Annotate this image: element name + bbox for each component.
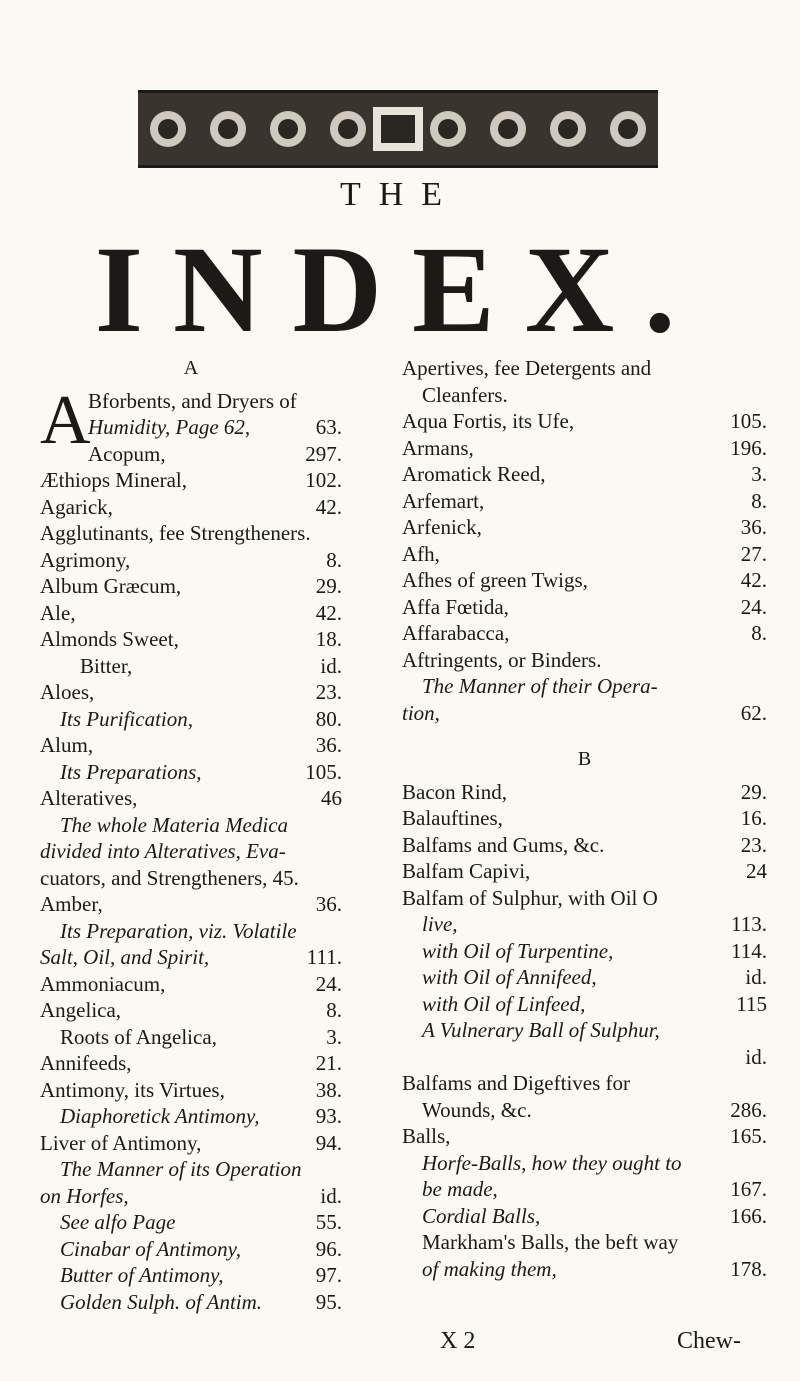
entry-text: Its Preparation, viz. Volatile xyxy=(60,918,297,943)
index-entry xyxy=(402,355,767,382)
entry-page-number: 196. xyxy=(730,435,767,460)
entry-page-number: 18. xyxy=(315,627,342,651)
entry-text: Butter of Antimony, xyxy=(60,1263,224,1287)
index-entry xyxy=(402,1150,767,1177)
entry-page-number: id. xyxy=(745,1044,767,1069)
index-entry xyxy=(40,759,342,786)
entry-page-number: 94. xyxy=(315,1130,342,1155)
entry-text: Angelica, xyxy=(40,998,122,1022)
entry-text: The whole Materia Medica xyxy=(60,812,289,837)
entry-page-number: 23. xyxy=(315,680,342,704)
entry-text: Æthiops Mineral, xyxy=(40,468,187,492)
entry-text: Amber, xyxy=(40,892,103,916)
index-entry xyxy=(402,991,767,1018)
entry-page-number: 38. xyxy=(315,1077,342,1102)
entry-page-number: 105. xyxy=(730,409,767,433)
index-entry xyxy=(40,600,342,627)
headpiece-ornament xyxy=(138,90,658,168)
left-entry-list xyxy=(40,381,342,1316)
entry-page-number: 8. xyxy=(751,621,767,645)
index-entry xyxy=(40,1236,342,1263)
entry-page-number xyxy=(761,355,767,382)
index-entry xyxy=(402,673,767,700)
entry-page-number: 114. xyxy=(731,938,767,963)
entry-page-number: 297. xyxy=(305,441,342,466)
right-entry-list-b xyxy=(402,779,767,1283)
entry-text: Wounds, &c. xyxy=(422,1097,532,1122)
entry-page-number xyxy=(336,838,342,865)
entry-page-number: 97. xyxy=(315,1263,342,1287)
index-entry xyxy=(40,865,342,892)
index-entry xyxy=(40,1024,342,1051)
index-entry xyxy=(40,679,342,706)
index-entry xyxy=(40,1183,342,1210)
index-entry xyxy=(402,964,767,991)
entry-text: Annifeeds, xyxy=(40,1051,132,1075)
index-entry xyxy=(402,514,767,541)
index-entry xyxy=(402,832,767,859)
index-entry xyxy=(402,1256,767,1283)
entry-page-number: 42. xyxy=(315,600,342,625)
entry-page-number: 8. xyxy=(326,998,342,1022)
entry-page-number xyxy=(336,812,342,839)
index-entry xyxy=(40,918,342,945)
entry-text: Aftringents, or Binders. xyxy=(402,647,602,672)
entry-page-number: 36. xyxy=(315,733,342,757)
index-entry xyxy=(40,732,342,759)
entry-text: with Oil of Linfeed, xyxy=(422,991,586,1016)
index-entry xyxy=(40,1289,342,1316)
entry-page-number: 23. xyxy=(740,832,767,857)
entry-text: Affa Fœtida, xyxy=(402,594,509,619)
index-entry xyxy=(402,805,767,832)
entry-text: Diaphoretick Antimony, xyxy=(60,1104,260,1128)
index-entry xyxy=(402,435,767,462)
entry-text: with Oil of Turpentine, xyxy=(422,938,614,963)
entry-text: Arfenick, xyxy=(402,515,482,539)
entry-text: Cinabar of Antimony, xyxy=(60,1236,242,1261)
entry-page-number: 8. xyxy=(751,488,767,513)
index-entry xyxy=(40,547,342,574)
entry-page-number xyxy=(761,1070,767,1097)
entry-page-number: 113. xyxy=(731,912,767,936)
entry-text: Liver of Antimony, xyxy=(40,1130,202,1155)
entry-page-number: 80. xyxy=(315,706,342,731)
entry-text: Armans, xyxy=(402,435,474,460)
entry-page-number: 29. xyxy=(740,779,767,804)
left-column xyxy=(40,355,342,1315)
index-entry xyxy=(40,520,342,547)
index-entry xyxy=(40,1103,342,1130)
entry-text: The Manner of its Operation xyxy=(60,1157,302,1181)
entry-text: Aqua Fortis, its Ufe, xyxy=(402,409,575,433)
entry-page-number: 8. xyxy=(326,547,342,572)
index-entry xyxy=(402,461,767,488)
entry-page-number xyxy=(336,388,342,415)
index-entry xyxy=(402,885,767,912)
entry-text: Bforbents, and Dryers of xyxy=(88,388,297,413)
entry-page-number: 29. xyxy=(315,574,342,598)
index-entry xyxy=(40,1262,342,1289)
index-entry xyxy=(40,1050,342,1077)
entry-text: Almonds Sweet, xyxy=(40,627,179,651)
index-entry xyxy=(402,1070,767,1097)
index-entry xyxy=(40,1130,342,1157)
index-entry xyxy=(40,838,342,865)
index-entry xyxy=(402,858,767,885)
entry-page-number: 16. xyxy=(740,806,767,830)
index-entry xyxy=(402,408,767,435)
index-entry xyxy=(40,467,342,494)
entry-page-number xyxy=(761,1229,767,1256)
entry-text: Balauftines, xyxy=(402,806,503,830)
entry-page-number: 93. xyxy=(315,1104,342,1128)
entry-page-number: id. xyxy=(745,965,767,989)
entry-text: Afhes of green Twigs, xyxy=(402,568,588,592)
entry-text: Afh, xyxy=(402,541,440,566)
entry-page-number: 3. xyxy=(326,1024,342,1049)
index-entry xyxy=(40,626,342,653)
entry-text: Roots of Angelica, xyxy=(60,1024,217,1049)
entry-page-number: 115 xyxy=(736,991,767,1016)
entry-text: Balfams and Digeftives for xyxy=(402,1071,631,1095)
right-entry-list xyxy=(402,355,767,726)
index-entry xyxy=(402,567,767,594)
entry-page-number: 286. xyxy=(730,1097,767,1122)
entry-page-number: 36. xyxy=(740,515,767,539)
entry-text: Balfam Capivi, xyxy=(402,859,531,883)
entry-page-number xyxy=(761,647,767,674)
index-entry xyxy=(402,938,767,965)
entry-text: Alum, xyxy=(40,733,94,757)
entry-text: Cleanfers. xyxy=(422,382,508,407)
entry-text: Balfam of Sulphur, with Oil O xyxy=(402,885,658,910)
entry-text: Aloes, xyxy=(40,680,95,704)
index-entry xyxy=(40,944,342,971)
index-entry xyxy=(402,911,767,938)
entry-page-number xyxy=(336,520,342,547)
entry-page-number xyxy=(761,1017,767,1044)
index-entry xyxy=(40,573,342,600)
header-index: INDEX. xyxy=(94,221,706,358)
index-entry xyxy=(402,779,767,806)
entry-text: Agrimony, xyxy=(40,547,131,572)
entry-page-number xyxy=(761,382,767,409)
index-entry xyxy=(402,382,767,409)
index-entry xyxy=(40,494,342,521)
right-column xyxy=(402,355,767,1282)
entry-text: Affarabacca, xyxy=(402,621,510,645)
index-entry xyxy=(40,785,342,812)
entry-page-number: 36. xyxy=(315,892,342,916)
entry-page-number xyxy=(336,918,342,945)
entry-page-number: 46 xyxy=(321,786,342,810)
entry-page-number xyxy=(336,1156,342,1183)
entry-text: Album Græcum, xyxy=(40,574,182,598)
ornament-pattern-icon xyxy=(138,93,658,165)
entry-text: Cordial Balls, xyxy=(422,1203,541,1228)
index-entry xyxy=(402,1123,767,1150)
entry-page-number: id. xyxy=(320,1183,342,1208)
entry-page-number: 21. xyxy=(315,1051,342,1075)
entry-page-number: id. xyxy=(320,653,342,678)
section-heading-b: B xyxy=(577,748,592,770)
entry-text: cuators, and Strengtheners, 45. xyxy=(40,865,299,890)
entry-page-number xyxy=(761,885,767,912)
entry-text: Ale, xyxy=(40,600,76,625)
index-entry xyxy=(40,997,342,1024)
index-entry xyxy=(402,488,767,515)
entry-page-number: 166. xyxy=(730,1203,767,1228)
index-entry xyxy=(40,891,342,918)
index-entry xyxy=(402,1044,767,1071)
index-entry xyxy=(402,1229,767,1256)
index-entry xyxy=(402,594,767,621)
entry-text: Golden Sulph. of Antim. xyxy=(60,1289,263,1314)
entry-text: of making them, xyxy=(422,1256,557,1281)
index-entry xyxy=(40,812,342,839)
entry-page-number: 165. xyxy=(730,1124,767,1148)
entry-page-number: 42. xyxy=(740,568,767,592)
index-entry xyxy=(402,1097,767,1124)
entry-text: be made, xyxy=(422,1177,498,1201)
entry-text: Aromatick Reed, xyxy=(402,462,546,486)
index-entry xyxy=(402,1017,767,1044)
entry-page-number: 24. xyxy=(315,971,342,996)
entry-page-number: 24 xyxy=(746,859,767,883)
entry-text: with Oil of Annifeed, xyxy=(422,965,597,989)
index-entry xyxy=(402,647,767,674)
entry-page-number xyxy=(761,673,767,700)
entry-text: Humidity, Page 62, xyxy=(88,415,251,439)
entry-page-number: 111. xyxy=(306,945,342,969)
entry-page-number xyxy=(761,1150,767,1177)
entry-text: on Horfes, xyxy=(40,1183,129,1208)
drop-cap-a: A xyxy=(40,381,91,459)
catchword: Chew- xyxy=(677,1328,741,1354)
entry-page-number: 105. xyxy=(305,759,342,784)
entry-text: A Vulnerary Ball of Sulphur, xyxy=(422,1018,660,1042)
entry-text: Ammoniacum, xyxy=(40,971,166,996)
entry-page-number: 95. xyxy=(315,1289,342,1314)
entry-text: Balfams and Gums, &c. xyxy=(402,832,605,857)
index-entry xyxy=(40,653,342,680)
section-heading-a: A xyxy=(183,357,199,379)
entry-page-number xyxy=(336,865,342,892)
entry-page-number: 167. xyxy=(730,1177,767,1201)
entry-text: Antimony, its Virtues, xyxy=(40,1077,225,1102)
entry-page-number: 102. xyxy=(305,468,342,492)
entry-text: Its Preparations, xyxy=(60,759,202,784)
entry-text: Arfemart, xyxy=(402,488,485,513)
header-the: THE xyxy=(339,176,461,213)
entry-text: Alteratives, xyxy=(40,786,138,810)
entry-text: tion, xyxy=(402,700,440,725)
entry-page-number: 178. xyxy=(730,1256,767,1281)
index-entry xyxy=(40,1209,342,1236)
entry-text: Agarick, xyxy=(40,494,113,519)
entry-page-number: 62. xyxy=(740,700,767,725)
index-entry xyxy=(402,700,767,727)
index-entry xyxy=(40,1156,342,1183)
index-entry xyxy=(402,1176,767,1203)
entry-text: Apertives, fee Detergents and xyxy=(402,356,652,380)
entry-page-number: 63. xyxy=(315,415,342,439)
entry-text: Markham's Balls, the beft way xyxy=(422,1230,679,1254)
entry-text: Bacon Rind, xyxy=(402,779,507,804)
entry-text: Balls, xyxy=(402,1124,451,1148)
entry-page-number: 55. xyxy=(315,1210,342,1234)
index-entry xyxy=(402,620,767,647)
entry-page-number: 27. xyxy=(740,541,767,566)
entry-text: live, xyxy=(422,912,458,936)
entry-text: Its Purification, xyxy=(60,706,193,731)
index-entry xyxy=(40,706,342,733)
entry-page-number: 24. xyxy=(740,594,767,619)
signature-mark: X 2 xyxy=(440,1328,476,1354)
entry-text: Salt, Oil, and Spirit, xyxy=(40,945,210,969)
entry-text: Agglutinants, fee Strengtheners. xyxy=(40,521,311,545)
index-entry xyxy=(40,1077,342,1104)
entry-text: Acopum, xyxy=(88,441,166,466)
index-entry xyxy=(40,971,342,998)
entry-page-number: 3. xyxy=(751,462,767,486)
entry-text: divided into Alteratives, Eva- xyxy=(40,839,286,863)
entry-page-number: 42. xyxy=(315,494,342,519)
entry-text: Bitter, xyxy=(80,653,133,678)
index-entry xyxy=(402,1203,767,1230)
entry-text: The Manner of their Opera- xyxy=(422,674,658,698)
entry-page-number: 96. xyxy=(315,1236,342,1261)
index-entry xyxy=(402,541,767,568)
entry-text: Horfe-Balls, how they ought to xyxy=(422,1150,682,1175)
entry-text: See alfo Page xyxy=(60,1210,176,1234)
